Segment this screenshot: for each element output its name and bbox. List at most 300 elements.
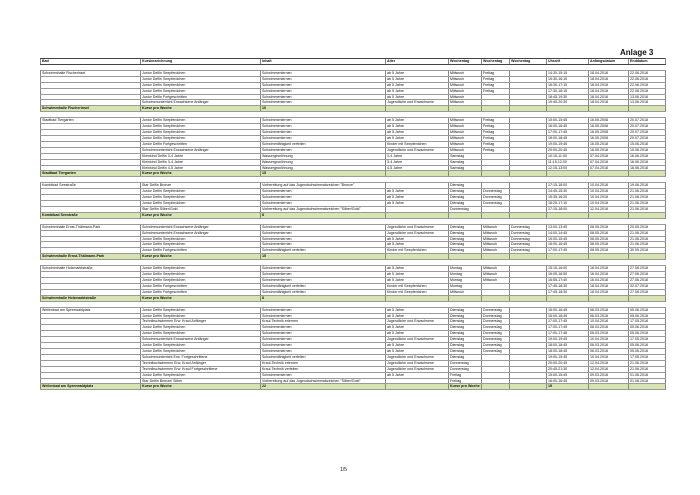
page-title: Anlage 3: [620, 48, 654, 57]
table-cell: Montag: [449, 272, 482, 278]
table-cell: 27.06.2018: [629, 266, 666, 272]
table-cell: Samstag: [449, 153, 482, 159]
table-cell: Dienstag: [449, 201, 482, 207]
table-cell: Jugendliche und Erwachsene: [386, 100, 449, 106]
table-cell: 12.04.2018: [589, 360, 629, 366]
table-cell: Technikschwimmen Erw. Kraul Anfänger: [141, 360, 261, 366]
table-cell: 05.06.2018: [629, 325, 666, 331]
table-cell: ab 5 Jahre: [386, 118, 449, 124]
table-cell: Jugendliche und Erwachsene: [386, 147, 449, 153]
table-cell: Jugendliche und Erwachsene: [386, 230, 449, 236]
table-cell: 17.05.2018: [629, 319, 666, 325]
table-cell: 13:00-13:45: [547, 224, 589, 230]
table-cell: Mittwoch: [449, 289, 482, 295]
table-cell: Kinder mit Seepferdchen: [386, 248, 449, 254]
table-cell: ab 5 Jahre: [386, 325, 449, 331]
table-cell: 17:45-18:30: [547, 289, 589, 295]
table-cell: Schwimmenlernen: [261, 70, 386, 76]
column-header: Alter: [386, 59, 449, 65]
table-cell: 22.06.2018: [629, 88, 666, 94]
table-cell: Vorbereitung auf das Jugendschwimmabzeichen "Silber/Gold": [261, 206, 386, 212]
table-cell: Mittwoch: [482, 230, 510, 236]
table-cell: Dienstag: [449, 313, 482, 319]
table-cell: Dienstag: [449, 230, 482, 236]
table-cell: Schwimmenlernen: [261, 337, 386, 343]
table-cell: Kurse pro Woche: [450, 384, 480, 389]
table-cell: Dienstag: [449, 242, 482, 248]
table-cell: Donnerstag: [482, 189, 510, 195]
table-cell: 17:15-18:00: [547, 206, 589, 212]
table-cell: 19:45-20:30: [547, 100, 589, 106]
table-cell: ab 5 Jahre: [386, 94, 449, 100]
table-cell: Dienstag: [449, 331, 482, 337]
table-cell: 15: [547, 384, 589, 390]
table-cell: Schwimmunterricht Erwachsene Anfänger: [141, 337, 261, 343]
table-cell: 19:00-19:45: [547, 337, 589, 343]
table-cell: 06.03.2018: [589, 307, 629, 313]
table-cell: Freitag: [482, 130, 510, 136]
table-cell: 20.05.2018: [629, 224, 666, 230]
table-cell: 16.05.2008: [589, 130, 629, 136]
table-cell: Junior Delfin Fortgeschritten: [141, 94, 261, 100]
table-cell: Jugendliche und Erwachsene: [386, 360, 449, 366]
table-cell: ab 5 Jahre: [386, 201, 449, 207]
table-cell: 10.04.2018: [589, 201, 629, 207]
table-cell: Junior Delfin Seepferdchen: [141, 343, 261, 349]
table-cell: 27.06.2018: [629, 272, 666, 278]
table-cell: Donnerstag: [482, 195, 510, 201]
table-cell: Mittwoch: [449, 118, 482, 124]
table-cell: Junior Delfin Seepferdchen: [141, 278, 261, 284]
table-cell: Schwimmhalle Ernst-Thälmann-Park: [41, 224, 141, 230]
table-cell: 21.06.2018: [629, 230, 666, 236]
table-cell: Kleinkind Delfin 3-4 Jahre: [141, 159, 261, 165]
table-cell: 17:00-17:45: [547, 130, 589, 136]
table-cell: 21.06.2018: [629, 201, 666, 207]
table-cell: 3-4 Jahre: [386, 153, 449, 159]
table-cell: 19:00-19:45: [547, 354, 589, 360]
table-cell: Montag: [449, 278, 482, 284]
table-cell: Kurse pro Woche: [141, 254, 261, 260]
table-cell: Schwimmenlernen: [261, 224, 386, 230]
table-cell: 16.04.2018: [589, 272, 629, 278]
table-cell: 07.04.2018: [589, 153, 629, 159]
table-cell: Mittwoch: [449, 124, 482, 130]
table-cell: ab 5 Jahre: [386, 272, 449, 278]
table-cell: 16.04.2018: [589, 266, 629, 272]
table-cell: Donnerstag: [510, 236, 547, 242]
table-cell: Schwimmenlernen: [261, 348, 386, 354]
table-cell: 16:05-16:50: [547, 272, 589, 278]
table-cell: Schwimmenlernen: [261, 88, 386, 94]
table-cell: 19:00-19:45: [547, 141, 589, 147]
table-cell: 18:00-18:45: [547, 343, 589, 349]
table-cell: Freitag: [482, 118, 510, 124]
table-cell: Schwimmunterricht Erwachsene Anfänger: [141, 100, 261, 106]
table-cell: Dienstag: [449, 195, 482, 201]
table-cell: 12.04.2018: [589, 206, 629, 212]
table-cell: 09.03.2018: [589, 378, 629, 384]
table-cell: ab 5 Jahre: [386, 278, 449, 284]
table-cell: 10: [261, 106, 386, 112]
table-cell: Dienstag: [449, 354, 482, 360]
table-cell: [386, 384, 449, 390]
table-cell: 18.04.2018: [589, 100, 629, 106]
table-cell: 08.05.2018: [589, 248, 629, 254]
course-table-container: [40, 58, 665, 390]
table-cell: Freitag: [482, 76, 510, 82]
table-cell: Schwimmenlernen: [261, 242, 386, 248]
table-cell: ab 5 Jahre: [386, 76, 449, 82]
table-cell: 05.06.2018: [629, 307, 666, 313]
table-cell: 13.06.2018: [629, 94, 666, 100]
table-cell: Schwimmenlernen: [261, 343, 386, 349]
table-cell: Donnerstag: [482, 319, 510, 325]
table-cell: 16:25-17:10: [547, 201, 589, 207]
table-cell: ab 5 Jahre: [386, 189, 449, 195]
table-cell: Schwimmfähigkeit verfeilen: [261, 354, 386, 360]
table-cell: Wassergewöhnung: [261, 153, 386, 159]
table-cell: Junior Delfin Seepferdchen: [141, 189, 261, 195]
table-cell: [482, 384, 510, 390]
table-cell: Schwimmenlernen: [261, 201, 386, 207]
table-cell: Freitag: [482, 135, 510, 141]
table-cell: Kurse pro Woche: [141, 106, 261, 112]
table-cell: 01.06.2018: [629, 372, 666, 378]
table-cell: ab 5 Jahre: [386, 331, 449, 337]
table-cell: 21.06.2018: [629, 236, 666, 242]
table-cell: 15.06.2018: [629, 147, 666, 153]
table-cell: Star Delfin Bronze: [141, 183, 261, 189]
table-cell: 22: [261, 384, 386, 390]
table-cell: 27.06.2018: [629, 278, 666, 284]
table-cell: 16.05.2018: [589, 147, 629, 153]
table-cell: 16:00-16:45: [547, 378, 589, 384]
table-cell: Schwimmhalle Fischerinsel: [41, 70, 141, 76]
table-cell: 08.05.2018: [589, 242, 629, 248]
table-cell: Schwimmenlernen: [261, 147, 386, 153]
table-cell: ab 5 Jahre: [386, 88, 449, 94]
table-cell: Schwimmenlernen: [261, 189, 386, 195]
table-cell: Junior Delfin Seepferdchen: [141, 307, 261, 313]
table-cell: 01.06.2018: [629, 378, 666, 384]
table-cell: Donnerstag: [449, 206, 482, 212]
course-table: [40, 58, 666, 390]
table-cell: Dienstag: [449, 189, 482, 195]
table-cell: Schwimmenlernen: [261, 230, 386, 236]
table-cell: Kraul-Technik erlernen: [261, 319, 386, 325]
table-cell: 06.03.2018: [589, 331, 629, 337]
table-cell: 10.04.2018: [589, 183, 629, 189]
table-cell: 15:35-16:20: [547, 195, 589, 201]
table-cell: ab 5 Jahre: [386, 236, 449, 242]
table-cell: Schwimmfähigkeit verfeilen: [261, 283, 386, 289]
table-cell: Junior Delfin Seepferdchen: [141, 76, 261, 82]
table-cell: Junior Delfin Fortgeschritten: [141, 289, 261, 295]
table-cell: 18.04.2018: [589, 70, 629, 76]
table-cell: Kraul-Technik verfeilen: [261, 366, 386, 372]
total-row: [41, 384, 666, 390]
table-cell: 08.05.2018: [589, 224, 629, 230]
table-cell: Schwimmenlernen: [261, 82, 386, 88]
table-cell: Freitag: [482, 141, 510, 147]
table-cell: 17:15-18:00: [547, 183, 589, 189]
table-cell: Junior Delfin Seepferdchen: [141, 130, 261, 136]
table-cell: Donnerstag: [510, 248, 547, 254]
table-cell: Kombibad Seestraße: [41, 212, 141, 218]
column-header: Uhrzeit: [547, 59, 589, 65]
table-cell: ab 5 Jahre: [386, 135, 449, 141]
table-cell: 05.06.2018: [629, 331, 666, 337]
table-cell: Junior Delfin Seepferdchen: [141, 325, 261, 331]
table-cell: ab 5 Jahre: [386, 82, 449, 88]
table-cell: Junior Delfin Seepferdchen: [141, 124, 261, 130]
table-cell: 10:15-11:00: [547, 153, 589, 159]
table-cell: Schwimmenlernen: [261, 325, 386, 331]
table-cell: Junior Delfin Seepferdchen: [141, 135, 261, 141]
table-cell: Star Delfin Bronze/ Silber: [141, 378, 261, 384]
table-cell: 02.07.2018: [629, 283, 666, 289]
table-cell: 18:00-18:45: [547, 348, 589, 354]
table-cell: Schwimmunterricht Erwachsene Anfänger: [141, 147, 261, 153]
table-cell: 07.04.2018: [589, 165, 629, 171]
table-cell: 20.07.2018: [629, 118, 666, 124]
table-cell: 16:30-17:15: [547, 82, 589, 88]
table-cell: Dienstag: [449, 319, 482, 325]
table-cell: 15: [261, 171, 386, 177]
table-cell: ab 5 Jahre: [386, 348, 449, 354]
table-cell: Mittwoch: [482, 272, 510, 278]
table-cell: Freitag: [482, 147, 510, 153]
table-cell: Kleinkind Delfin 3-4 Jahre: [141, 153, 261, 159]
table-cell: 4-5 Jahre: [386, 165, 449, 171]
table-cell: Kraul-Technik erlernen: [261, 360, 386, 366]
table-cell: 20.07.2018: [629, 130, 666, 136]
table-cell: 17:00-17:45: [547, 319, 589, 325]
table-cell: Schwimmhalle Holzmarktstraße: [41, 295, 141, 301]
table-cell: 3-4 Jahre: [386, 159, 449, 165]
table-cell: 15:30-16:15: [547, 76, 589, 82]
table-cell: 10.04.2018: [589, 319, 629, 325]
table-cell: 16.05.2008: [589, 118, 629, 124]
table-cell: Schwimmenlernen: [261, 76, 386, 82]
table-cell: 15:00-15:45: [547, 236, 589, 242]
table-cell: [510, 384, 547, 390]
table-cell: 17:00-17:45: [547, 325, 589, 331]
column-header: Wochentag: [510, 59, 547, 65]
table-cell: Junior Delfin Fortgeschritten: [141, 248, 261, 254]
table-cell: 21.06.2018: [629, 366, 666, 372]
table-cell: Kinder mit Seepferdchen: [386, 283, 449, 289]
table-cell: 22.06.2018: [629, 70, 666, 76]
table-cell: 12.04.2018: [589, 366, 629, 372]
table-cell: Mittwoch: [449, 76, 482, 82]
table-cell: Mittwoch: [449, 94, 482, 100]
table-cell: Donnerstag: [449, 360, 482, 366]
table-cell: Schwimmenlernen: [261, 124, 386, 130]
table-cell: 22.06.2018: [629, 82, 666, 88]
table-cell: 20.07.2018: [629, 135, 666, 141]
table-cell: Kombibad Seestraße: [41, 183, 141, 189]
table-cell: 16.04.2018: [589, 278, 629, 284]
table-cell: 16:00-16:45: [547, 124, 589, 130]
table-cell: 21.06.2018: [629, 242, 666, 248]
table-cell: 14:00-14:45: [547, 230, 589, 236]
table-cell: 21.06.2018: [629, 206, 666, 212]
table-cell: 16.06.2018: [629, 153, 666, 159]
table-cell: Schwimmenlernen: [261, 313, 386, 319]
table-cell: 10.04.2018: [589, 337, 629, 343]
table-cell: Kurse pro Woche: [141, 212, 261, 218]
table-cell: 8: [261, 295, 386, 301]
table-cell: [589, 384, 629, 390]
table-cell: Schwimmenlernen: [261, 272, 386, 278]
table-cell: 17:45-18:30: [547, 283, 589, 289]
table-cell: Montag: [449, 266, 482, 272]
table-cell: 20:45-21:30: [547, 366, 589, 372]
table-cell: Vorbereitung auf das Jugendschwimmabzeichen "Silber/Gold": [261, 378, 386, 384]
table-cell: 17:00-17:45: [547, 248, 589, 254]
column-header: Inhalt: [261, 59, 386, 65]
table-cell: Schwimmunterricht Erwachsene Anfänger: [141, 224, 261, 230]
page-number: 1/5: [340, 467, 347, 473]
table-cell: Mittwoch: [482, 236, 510, 242]
table-cell: 16:00-16:45: [547, 242, 589, 248]
table-cell: 17.05.2018: [629, 354, 666, 360]
table-cell: Schwimmhalle Ernst-Thälmann-Park: [41, 254, 141, 260]
table-cell: Dienstag: [449, 337, 482, 343]
table-cell: Schwimmunterricht Erw. Fortgeschrittene: [141, 354, 261, 360]
table-cell: 16:00-16:45: [547, 307, 589, 313]
table-cell: 15: [261, 254, 386, 260]
table-cell: Jugendliche und Erwachsene: [386, 224, 449, 230]
table-cell: 06.03.2018: [589, 348, 629, 354]
table-cell: 09.03.2018: [589, 372, 629, 378]
table-cell: 10.04.2018: [589, 195, 629, 201]
table-cell: Junior Delfin Seepferdchen: [141, 313, 261, 319]
table-cell: ab 5 Jahre: [386, 124, 449, 130]
table-cell: Kleinkind Delfin 4-5 Jahre: [141, 165, 261, 171]
table-cell: 20:00-20:45: [547, 360, 589, 366]
table-cell: 16.06.2018: [629, 159, 666, 165]
table-cell: Kinder mit Seepferdchen: [386, 141, 449, 147]
table-cell: Schwimmunterricht Erwachsene Anfänger: [141, 230, 261, 236]
table-cell: Donnerstag: [510, 242, 547, 248]
table-cell: Dienstag: [449, 307, 482, 313]
table-body: [41, 64, 666, 389]
table-cell: Wellenbad am Spreewaldplatz: [41, 307, 141, 313]
table-cell: Vorbereitung auf das Jugendschwimmabzeichen "Bronze": [261, 183, 386, 189]
table-cell: Dienstag: [449, 248, 482, 254]
table-cell: 14:45-15:30: [547, 189, 589, 195]
table-cell: 14:30-15:15: [547, 70, 589, 76]
table-cell: Mittwoch: [449, 100, 482, 106]
table-cell: Mittwoch: [449, 70, 482, 76]
table-cell: Schwimmenlernen: [261, 372, 386, 378]
table-cell: Junior Delfin Seepferdchen: [141, 272, 261, 278]
table-cell: Samstag: [449, 165, 482, 171]
table-cell: Kinder mit Seepferdchen: [386, 289, 449, 295]
table-cell: Junior Delfin Seepferdchen: [141, 236, 261, 242]
table-cell: 30.05.2018: [629, 248, 666, 254]
table-cell: Kurse pro Woche: [141, 171, 261, 177]
table-cell: Dienstag: [449, 325, 482, 331]
table-cell: Dienstag: [449, 343, 482, 349]
table-cell: Junior Delfin Seepferdchen: [141, 88, 261, 94]
table-cell: Junior Delfin Seepferdchen: [141, 82, 261, 88]
table-cell: Jugendliche und Erwachsene: [386, 319, 449, 325]
table-cell: Stadtbad Tiergarten: [41, 171, 141, 177]
table-cell: Donnerstag: [510, 224, 547, 230]
table-cell: Donnerstag: [482, 343, 510, 349]
table-cell: Wassergewöhnung: [261, 159, 386, 165]
table-cell: ab 5 Jahre: [386, 130, 449, 136]
table-cell: Mittwoch: [482, 278, 510, 284]
table-cell: Mittwoch: [449, 130, 482, 136]
table-cell: Jugendliche und Erwachsene: [386, 354, 449, 360]
table-cell: 20.07.2018: [629, 124, 666, 130]
table-cell: 17.05.2018: [629, 337, 666, 343]
table-cell: 21.06.2018: [629, 360, 666, 366]
table-cell: 12:15-13:00: [547, 165, 589, 171]
table-cell: Schwimmfähigkeit verfeilen: [261, 141, 386, 147]
table-cell: Mittwoch: [482, 248, 510, 254]
table-cell: Donnerstag: [510, 230, 547, 236]
table-cell: Kurse pro Woche: [141, 295, 261, 301]
table-cell: Mittwoch: [482, 242, 510, 248]
table-cell: Schwimmhalle Fischerinsel: [41, 106, 141, 112]
table-cell: Schwimmfähigkeit verfeilen: [261, 289, 386, 295]
table-cell: 27.06.2018: [629, 289, 666, 295]
table-cell: Donnerstag: [482, 201, 510, 207]
table-cell: Schwimmenlernen: [261, 307, 386, 313]
table-cell: Schwimmenlernen: [261, 331, 386, 337]
table-cell: Technikschwimmen Erw. Kraul Anfänger: [141, 319, 261, 325]
table-cell: 17:00-17:48: [547, 331, 589, 337]
table-cell: Donnerstag: [482, 307, 510, 313]
table-cell: Schwimmenlernen: [261, 94, 386, 100]
table-cell: Donnerstag: [482, 313, 510, 319]
table-cell: Mittwoch: [449, 82, 482, 88]
table-cell: Junior Delfin Seepferdchen: [141, 348, 261, 354]
table-cell: ab 5 Jahre: [386, 372, 449, 378]
column-header: Wochentag: [482, 59, 510, 65]
table-cell: Technikschwimmen Erw. Kraul Fortgeschrittene: [141, 366, 261, 372]
table-cell: ab 5 Jahre: [386, 70, 449, 76]
table-cell: Freitag: [482, 82, 510, 88]
table-cell: 18.04.2018: [589, 283, 629, 289]
table-cell: Schwimmenlernen: [261, 266, 386, 272]
table-cell: Junior Delfin Seepferdchen: [141, 331, 261, 337]
table-cell: Mittwoch: [482, 224, 510, 230]
table-cell: 18.04.2018: [589, 88, 629, 94]
table-cell: ab 5 Jahre: [386, 313, 449, 319]
table-cell: Junior Delfin Seepferdchen: [141, 242, 261, 248]
table-cell: Wellenbad am Spreewaldplatz: [41, 384, 141, 390]
table-cell: Donnerstag: [482, 337, 510, 343]
table-cell: 15.06.2018: [629, 141, 666, 147]
table-cell: Dienstag: [449, 348, 482, 354]
table-cell: Freitag: [482, 70, 510, 76]
table-cell: Junior Delfin Fortgeschritten: [141, 283, 261, 289]
table-cell: Mittwoch: [449, 135, 482, 141]
table-cell: Schwimmenlernen: [261, 135, 386, 141]
table-cell: Junior Delfin Seepferdchen: [141, 266, 261, 272]
table-cell: 18.04.2018: [589, 82, 629, 88]
table-cell: [629, 384, 666, 390]
table-cell: 22.06.2018: [629, 76, 666, 82]
table-cell: Schwimmenlernen: [261, 195, 386, 201]
